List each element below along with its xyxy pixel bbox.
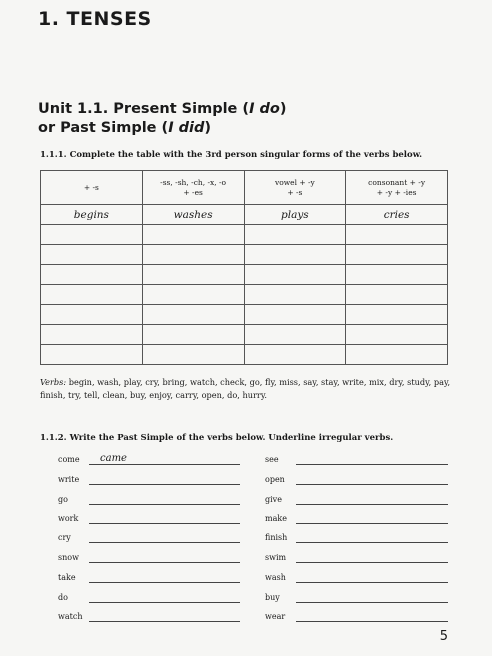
- answer-row: [265, 530, 448, 544]
- table-cell[interactable]: [142, 325, 244, 345]
- answer-row: [265, 492, 448, 506]
- answer-row: [58, 492, 240, 506]
- answer-row: [265, 452, 448, 466]
- answer-line[interactable]: [296, 542, 448, 543]
- table-row: [41, 205, 448, 225]
- table-cell[interactable]: [346, 225, 448, 245]
- answer-row: [265, 511, 448, 525]
- table-cell[interactable]: cries: [346, 205, 448, 225]
- verb-label: see: [265, 455, 279, 464]
- answer-row: [265, 609, 448, 623]
- verb-label: watch: [58, 612, 83, 621]
- answer-row: [58, 530, 240, 544]
- answer-row: [58, 609, 240, 623]
- verb-label: buy: [265, 593, 280, 602]
- verb-label: write: [58, 475, 80, 484]
- table-row: [41, 305, 448, 325]
- answer-row: [58, 550, 240, 564]
- table-cell[interactable]: [142, 225, 244, 245]
- exercise2-instruction: 1.1.2. Write the Past Simple of the verbs below. Underline irregular verbs.: [40, 433, 394, 443]
- verb-label: wear: [265, 612, 286, 621]
- answer-line[interactable]: [296, 582, 448, 583]
- answer-line[interactable]: [296, 602, 448, 603]
- table-cell[interactable]: [244, 225, 346, 245]
- table-header: + -s: [41, 171, 143, 205]
- answer-line[interactable]: [89, 582, 240, 583]
- answer-line[interactable]: [89, 542, 240, 543]
- table-cell[interactable]: [346, 245, 448, 265]
- verb-label: cry: [58, 533, 71, 542]
- table-cell[interactable]: [41, 245, 143, 265]
- answer-line[interactable]: [89, 523, 240, 524]
- verb-label: finish: [265, 533, 288, 542]
- table-row: [41, 325, 448, 345]
- answer-row: [58, 590, 240, 604]
- chapter-title: 1. TENSES: [38, 8, 152, 30]
- verb-label: work: [58, 514, 79, 523]
- table-cell[interactable]: [41, 285, 143, 305]
- table-cell[interactable]: [41, 325, 143, 345]
- answer-text: came: [100, 453, 127, 464]
- table-cell[interactable]: [142, 285, 244, 305]
- table-cell[interactable]: [244, 305, 346, 325]
- answer-line[interactable]: [296, 484, 448, 485]
- answer-line[interactable]: [89, 602, 240, 603]
- table-row: [41, 265, 448, 285]
- table-cell[interactable]: [244, 325, 346, 345]
- table-cell[interactable]: [346, 265, 448, 285]
- verb-label: wash: [265, 573, 286, 582]
- answer-line[interactable]: [296, 562, 448, 563]
- table-cell[interactable]: [142, 265, 244, 285]
- verb-label: give: [265, 495, 282, 504]
- answer-row: [58, 472, 240, 486]
- table-cell[interactable]: [142, 345, 244, 365]
- table-cell[interactable]: [346, 305, 448, 325]
- answer-line[interactable]: [89, 484, 240, 485]
- table-cell[interactable]: [41, 345, 143, 365]
- verb-label: snow: [58, 553, 79, 562]
- verb-label: do: [58, 593, 68, 602]
- table-header: consonant + -y + -y + -ies: [346, 171, 448, 205]
- answer-line[interactable]: [89, 562, 240, 563]
- unit-title: [38, 100, 287, 138]
- table-cell[interactable]: [41, 305, 143, 325]
- table-row: [41, 225, 448, 245]
- answer-row: [265, 570, 448, 584]
- table-cell[interactable]: [346, 345, 448, 365]
- answer-line[interactable]: [296, 464, 448, 465]
- table-cell[interactable]: begins: [41, 205, 143, 225]
- verb-label: come: [58, 455, 80, 464]
- answer-line[interactable]: [296, 523, 448, 524]
- answer-row: [265, 472, 448, 486]
- table-cell[interactable]: [244, 285, 346, 305]
- table-cell[interactable]: [142, 245, 244, 265]
- answer-line[interactable]: [89, 504, 240, 505]
- verb-label: go: [58, 495, 68, 504]
- verb-label: open: [265, 475, 285, 484]
- table-cell[interactable]: [244, 265, 346, 285]
- table-cell[interactable]: [346, 285, 448, 305]
- answer-line[interactable]: [296, 504, 448, 505]
- answer-row: [265, 550, 448, 564]
- verb-label: take: [58, 573, 76, 582]
- verb-label: make: [265, 514, 287, 523]
- table-cell[interactable]: plays: [244, 205, 346, 225]
- verb-label: swim: [265, 553, 287, 562]
- verb-forms-table: [40, 170, 448, 365]
- table-row: [41, 345, 448, 365]
- table-cell[interactable]: [244, 245, 346, 265]
- table-header: vowel + -y + -s: [244, 171, 346, 205]
- unit-title-line1: Unit 1.1. Present Simple (I do): [38, 101, 287, 117]
- table-cell[interactable]: [244, 345, 346, 365]
- table-header: -ss, -sh, -ch, -x, -o + -es: [142, 171, 244, 205]
- answer-row: [58, 452, 240, 466]
- answer-row: [58, 570, 240, 584]
- unit-title-line2: or Past Simple (I did): [38, 120, 212, 136]
- page-number: 5: [439, 629, 448, 644]
- verbs-list: Verbs: begin, wash, play, cry, bring, watch, check, go, fly, miss, say, stay, write, mix, dry, study, pay, finish, try, tell, clean, buy, enjoy, carry, open, do, hurry.: [40, 377, 451, 400]
- table-cell[interactable]: [346, 325, 448, 345]
- table-cell[interactable]: [41, 225, 143, 245]
- table-cell[interactable]: [41, 265, 143, 285]
- answer-line[interactable]: [89, 464, 240, 465]
- answer-line[interactable]: [296, 621, 448, 622]
- answer-row: [265, 590, 448, 604]
- answer-line[interactable]: [89, 621, 240, 622]
- table-row: [41, 245, 448, 265]
- answer-row: [58, 511, 240, 525]
- exercise1-instruction: 1.1.1. Complete the table with the 3rd person singular forms of the verbs below.: [40, 150, 423, 160]
- table-cell[interactable]: washes: [142, 205, 244, 225]
- table-cell[interactable]: [142, 305, 244, 325]
- table-row: [41, 285, 448, 305]
- table-header-row: [41, 171, 448, 205]
